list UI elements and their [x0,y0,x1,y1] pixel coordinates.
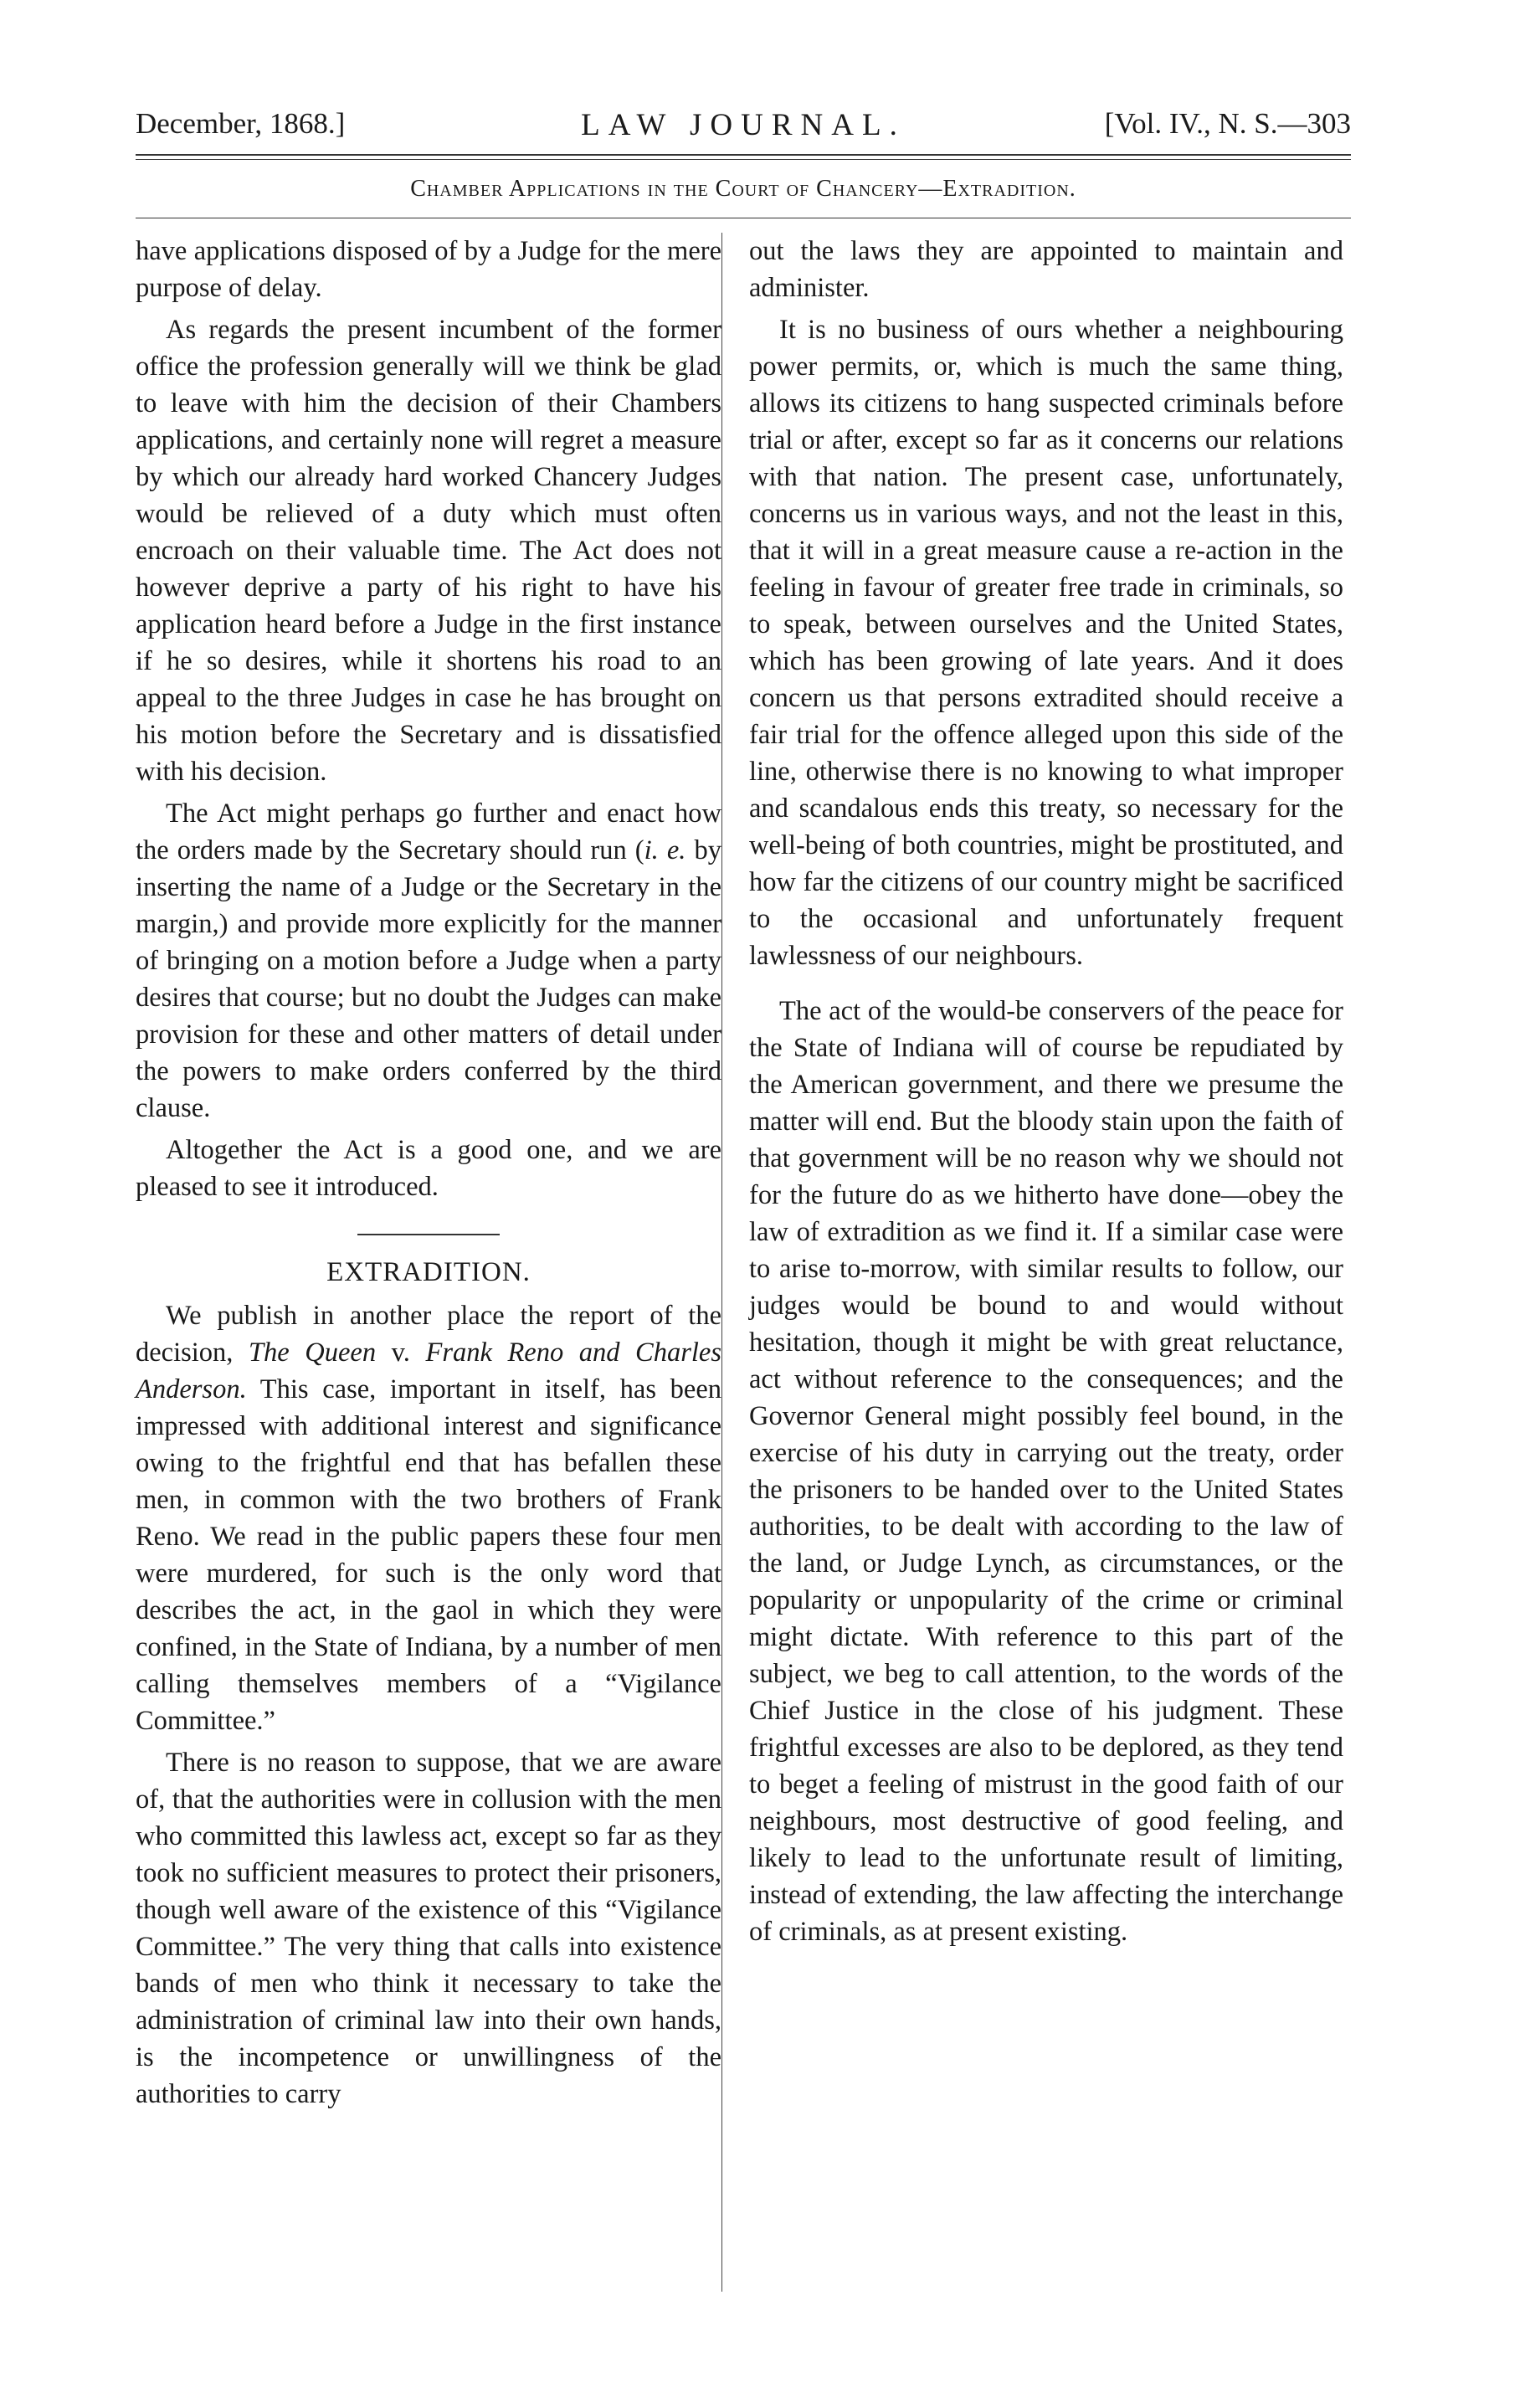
header-volume: [Vol. IV., N. S.—303 [1104,107,1351,140]
paragraph: have applications disposed of by a Judge for the mere purpose of delay. [136,236,721,303]
section-separator [357,1234,500,1235]
header-rule-thin [136,159,1351,160]
running-header [136,107,1351,157]
case-name: The Queen [248,1337,377,1368]
text-run: This case, important in itself, has been impressed with additional interest and significance owing to the frightful end that has befallen these men, in common with the two brothers of Frank Reno. We read in the public papers these four men were murdered, for such is the only word that describes the act, in the gaol in which they were confined, in the State of Indiana, by a number of men calling themselves members of a “Vigilance Committee.” [136,1374,721,1736]
paragraph: It is no business of ours whether a neighbouring power permits, or, which is much the same thing, allows its citizens to hang suspected criminals before trial or after, except so far as it concerns our relations with that nation. The present case, unfortunately, concerns us in various ways, and not the least in this, that it will in a great measure cause a re-action in the feeling in favour of greater free trade in criminals, so to speak, between ourselves and the United States, which has been growing of late years. And it does concern us that persons extradited should receive a fair trial for the offence alleged upon this side of the line, otherwise there is no knowing to what improper and scandalous ends this treaty, so necessary for the well-being of both countries, might be prostituted, and how far the citizens of our country might be sacrificed to the occasional and unfortunately frequent lawlessness of our neighbours. [749,315,1343,971]
text-run: v. [376,1337,426,1368]
paragraph: There is no reason to suppose, that we are aware of, that the authorities were in collusion with the men who committed this lawless act, except so far as they took no sufficient measures to protect their prisoners, though well aware of the existence of this “Vigilance Committee.” The very thing that calls into existence bands of men who think it necessary to take the administration of criminal law into their own hands, is the incompetence or unwillingness of the authorities to carry [136,1748,721,2109]
paragraph: The act of the would-be conservers of the peace for the State of Indiana will of course be repudiated by the American government, and there we presume the matter will end. But the bloody stain upon the faith of that government will be no reason why we should not for the future do as we hitherto have done—obey the law of extradition as we find it. If a similar case were to arise to-morrow, with similar results to follow, our judges would be bound to and would without hesitation, though it might be with great reluctance, act without reference to the consequences; and the Governor General might possibly feel bound, in the exercise of his duty in carrying out the treaty, order the prisoners to be handed over to the United States authorities, to be dealt with according to the law of the land, or Judge Lynch, as circumstances, or the popularity or unpopularity of the crime or criminal might dictate. With reference to this part of the subject, we beg to call attention, to the words of the Chief Justice in the close of his judgment. These frightful excesses are also to be deplored, as they tend to beget a feeling of mistrust in the good faith of our neighbours, most destructive of good feeling, and likely to lead to the unfortunate result of limiting, instead of extending, the law affecting the interchange of criminals, as at present existing. [749,996,1343,1947]
column-divider [721,233,722,2292]
paragraph: out the laws they are appointed to maintain and administer. [749,236,1343,303]
case-name: Frank Reno and Charles Anderson. [136,1337,721,1404]
text-run: The Act might perhaps go further and enact how the orders made by the Secretary should run ( [136,798,721,865]
section-subheader: Chamber Applications in the Court of Chancery—Extradition. [410,176,1076,202]
paragraph: Altogether the Act is a good one, and we are pleased to see it introduced. [136,1135,721,1202]
text-run: We publish in another place the report of the decision, [136,1301,721,1368]
section-title: EXTRADITION. [326,1257,531,1287]
paragraph [136,1297,721,1739]
right-column [749,233,1343,1955]
paragraph [136,795,721,1127]
paragraph: As regards the present incumbent of the former office the profession generally will we think be glad to leave with him the decision of their Chambers applications, and certainly none will regret a measure by which our already hard worked Chancery Judges would be relieved of a duty which must often encroach on their valuable time. The Act does not however deprive a party of his right to have his application heard before a Judge in the first instance if he so desires, while it shortens his road to an appeal to the three Judges in case he has brought on his motion before the Secretary and is dissatisfied with his decision. [136,315,721,787]
text-run: by inserting the name of a Judge or the Secretary in the margin,) and provide more explicitly for the manner of bringing on a motion before a Judge when a party desires that course; but no doubt the Judges can make provision for these and other matters of detail under the powers to make orders conferred by the third clause. [136,835,721,1123]
left-column [136,233,721,2118]
header-rule-thick [136,154,1351,156]
header-date: December, 1868.] [136,107,346,140]
header-title: LAW JOURNAL. [581,108,906,142]
italic-text: i. e. [644,835,686,865]
